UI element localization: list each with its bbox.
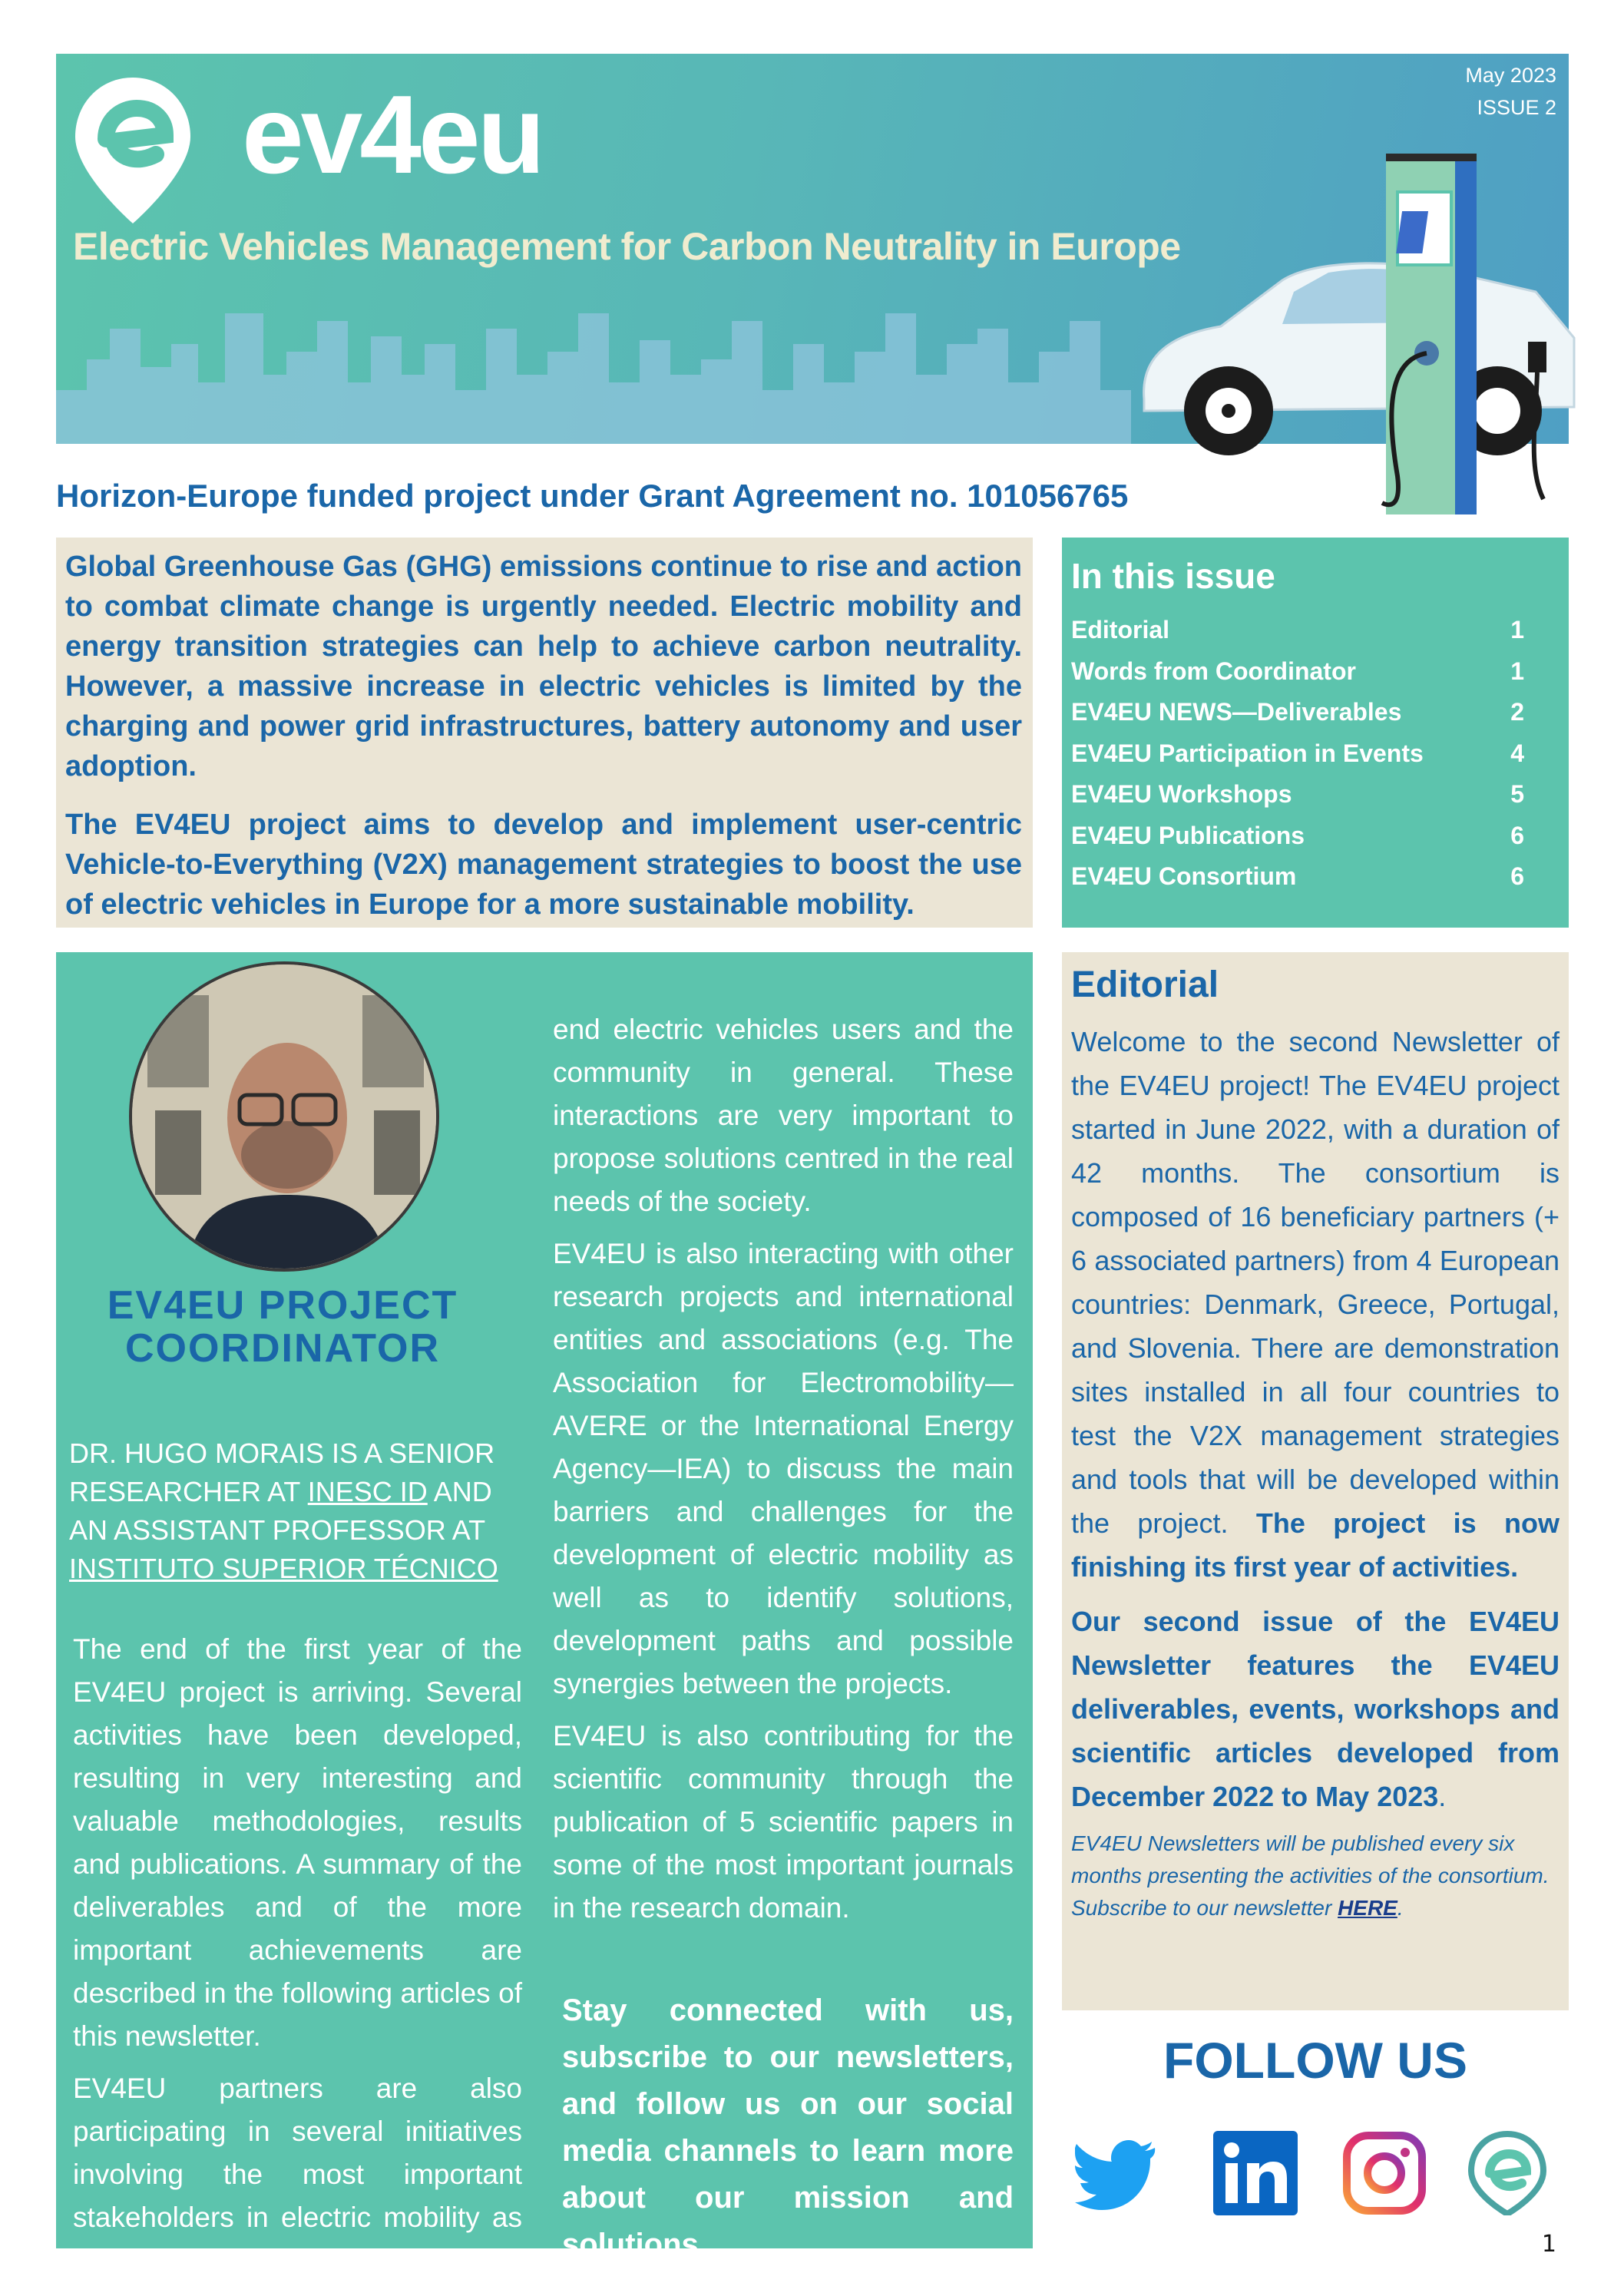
ist-link[interactable]: INSTITUTO SUPERIOR TÉCNICO xyxy=(69,1553,498,1584)
coordinator-column-1 xyxy=(73,1628,522,2291)
coordinator-column-2 xyxy=(553,1008,1014,1939)
intro-paragraph-2: The EV4EU project aims to develop and implement user-centric Vehicle-to-Everything (V2X) management strategies to boost the use of electric vehicles in Europe for a more sustainable mobility. xyxy=(65,809,1022,921)
toc-item[interactable] xyxy=(1071,856,1560,898)
toc-item[interactable] xyxy=(1071,733,1560,775)
toc-item-page: 1 xyxy=(1510,616,1524,643)
editorial-note xyxy=(1071,1828,1560,1924)
instagram-icon[interactable] xyxy=(1342,2131,1427,2215)
toc-item-label: EV4EU Consortium xyxy=(1071,862,1297,890)
toc-item[interactable] xyxy=(1071,651,1560,693)
issue-date: May 2023 xyxy=(1465,64,1556,87)
col2-paragraph-3: EV4EU is also contributing for the scientific community through the publication of 5 scientific papers in some of the most important journals in the research domain. xyxy=(553,1720,1014,1924)
col1-paragraph-2: EV4EU partners are also participating in several initiatives involving the most important stakeholders in electric mobility as well as xyxy=(73,2073,522,2276)
table-of-contents xyxy=(1062,538,1569,928)
toc-item-page: 2 xyxy=(1510,698,1524,726)
col2-paragraph-1: end electric vehicles users and the community in general. These interactions are very important to propose solutions centred in the real needs of the society. xyxy=(553,1014,1014,1217)
inesc-id-link[interactable]: INESC ID xyxy=(307,1476,428,1507)
page-number: 1 xyxy=(1541,2231,1556,2258)
col1-paragraph-1: The end of the first year of the EV4EU project is arriving. Several activities have been developed, resulting in very interesting and valuable methodologies, results and publications. A summary of the deliverables and of the more important achievements are described in the following articles of this newsletter. xyxy=(73,1633,522,2052)
grant-agreement-line: Horizon-Europe funded project under Grant Agreement no. 101056765 xyxy=(56,478,1129,514)
toc-item-label: EV4EU NEWS—Deliverables xyxy=(1071,698,1402,726)
editorial-body-text: Welcome to the second Newsletter of the EV4EU project! The EV4EU project started in June 2022, with a duration of 42 months. The consortium is composed of 16 beneficiary partners (+ 6 associated partners) from 4 European countries: Denmark, Greece, Portugal, and Slovenia. There are demonstration sites installed in all four countries to test the V2X management strategies and tools that will be developed within the project. xyxy=(1071,1026,1560,1539)
toc-item-page: 6 xyxy=(1510,862,1524,890)
ev4eu-logo-icon xyxy=(71,74,194,227)
ev-charging-car-illustration xyxy=(1129,146,1582,514)
toc-item-page: 4 xyxy=(1510,739,1524,767)
editorial-body xyxy=(1071,1020,1560,1589)
bio-text-b: AND AN ASSISTANT PROFESSOR AT xyxy=(69,1476,492,1546)
subscribe-here-link[interactable]: HERE xyxy=(1338,1896,1397,1920)
toc-item-label: EV4EU Participation in Events xyxy=(1071,739,1424,767)
toc-item-label: Words from Coordinator xyxy=(1071,657,1356,685)
stay-connected-callout: Stay connected with us, subscribe to our newsletters, and follow us on our social media channels to learn more about our mission and solutions. xyxy=(562,1993,1014,2261)
toc-item-page: 5 xyxy=(1510,780,1524,808)
editorial-note-end: . xyxy=(1397,1896,1404,1920)
editorial-highlight-text: Our second issue of the EV4EU Newsletter features the EV4EU deliverables, events, workshops and scientific articles developed from December 2022 to May 2023 xyxy=(1071,1606,1560,1812)
toc-item-label: EV4EU Workshops xyxy=(1071,780,1292,808)
toc-item[interactable] xyxy=(1071,816,1560,857)
intro-paragraph-1: Global Greenhouse Gas (GHG) emissions continue to rise and action to combat climate change is urgently needed. Electric mobility and energy transition strategies can help to achieve carbon neutrality. However, a massive increase in electric vehicles is limited by the charging and power grid infrastructures, battery autonomy and user adoption. xyxy=(65,551,1022,782)
toc-title: In this issue xyxy=(1071,556,1275,596)
toc-item[interactable] xyxy=(1071,610,1560,651)
editorial-highlight-end: . xyxy=(1438,1781,1447,1812)
coordinator-photo xyxy=(129,961,439,1272)
twitter-icon[interactable] xyxy=(1075,2131,1159,2215)
toc-item-page: 1 xyxy=(1510,657,1524,685)
col2-paragraph-2: EV4EU is also interacting with other research projects and international entities and associations (e.g. The Association for Electromobility—AVERE or the International Energy Agency—IEA) to discuss the main barriers and challenges for the development of electric mobility as well as to identify solutions, development paths and possible synergies between the projects. xyxy=(553,1238,1014,1699)
intro-box xyxy=(56,538,1033,928)
linkedin-icon[interactable] xyxy=(1213,2131,1298,2215)
coordinator-title-line1: EV4EU PROJECT xyxy=(107,1283,458,1328)
editorial-note-text: EV4EU Newsletters will be published every six months presenting the activities of the consortium. Subscribe to our newsletter xyxy=(1071,1831,1550,1920)
editorial-box xyxy=(1062,952,1569,2010)
person-portrait-icon xyxy=(132,964,439,1272)
coordinator-bio xyxy=(69,1434,514,1588)
editorial-title: Editorial xyxy=(1071,964,1219,1005)
toc-item-label: EV4EU Publications xyxy=(1071,821,1305,849)
header-tagline: Electric Vehicles Management for Carbon Neutrality in Europe xyxy=(73,225,1181,268)
toc-item-page: 6 xyxy=(1510,821,1524,849)
bio-text-a: DR. HUGO MORAIS IS A SENIOR RESEARCHER AT xyxy=(69,1437,495,1507)
toc-item-label: Editorial xyxy=(1071,616,1170,643)
editorial-highlight xyxy=(1071,1600,1560,1818)
coordinator-title xyxy=(56,1284,509,1370)
editorial-body-bold: The project is now finishing its first year of activities. xyxy=(1071,1507,1560,1583)
toc-item[interactable] xyxy=(1071,692,1560,733)
follow-us-heading: FOLLOW US xyxy=(1163,2032,1467,2089)
logo-wordmark: ev4eu xyxy=(242,72,543,197)
coordinator-title-line2: COORDINATOR xyxy=(124,1326,441,1371)
issue-number: ISSUE 2 xyxy=(1477,96,1556,119)
ev4eu-icon[interactable] xyxy=(1465,2131,1550,2215)
toc-item[interactable] xyxy=(1071,774,1560,816)
